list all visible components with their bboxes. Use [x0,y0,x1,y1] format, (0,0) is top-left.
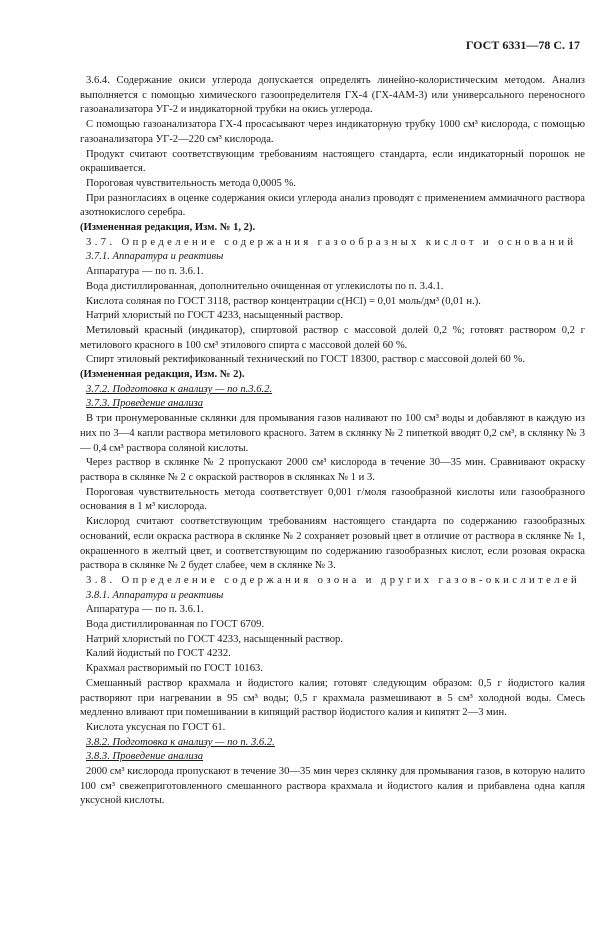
paragraph: Продукт считают соответствующим требованиям настоящего стандарта, если индикаторный порошок не окрашивается. [80,148,585,175]
subsection-heading: 3.8.3. Проведение анализа [86,751,204,763]
paragraph: Пороговая чувствительность метода 0,0005 %. [86,177,296,189]
paragraph: Натрий хлористый по ГОСТ 4233, насыщенный раствор. [86,310,343,322]
subsection-heading: 3.8.1. Аппаратура и реактивы [86,589,224,601]
paragraph: 2000 см³ кислорода пропускают в течение 30—35 мин через склянку для промывания газов, в которую налито 100 см³ свежеприготовленного смешанного раствора крахмала и йодистого калия и прибавлена одна капля уксусной кислоты. [80,766,585,807]
paragraph-3-6-4: 3.6.4. Содержание окиси углерода допускается определять линейно-колористическим методом. Анализ выполняется с помощью химического газоопределителя ГХ-4 (ГХ-4АМ-3) или универсального переносного газоанализатора УГ-2 и индикаторной трубки на окись углерода. [80,75,585,116]
subsection-heading: 3.7.1. Аппаратура и реактивы [86,251,224,263]
paragraph: Аппаратура — по п. 3.6.1. [86,266,204,278]
subsection-heading: 3.8.2. Подготовка к анализу — по п. 3.6.2. [86,736,275,748]
paragraph: Кислота уксусная по ГОСТ 61. [86,721,226,733]
paragraph: Спирт этиловый ректификованный технический по ГОСТ 18300, раствор с массовой долей 60 %. [86,354,525,366]
paragraph: Вода дистиллированная по ГОСТ 6709. [86,619,265,631]
section-heading-3-7: 3.7. Определение содержания газообразных кислот и оснований [86,236,577,248]
section-heading-3-8: 3.8. Определение содержания озона и других газов-окислителей [86,574,581,586]
revision-note: (Измененная редакция, Изм. № 1, 2). [80,222,256,234]
paragraph: Через раствор в склянке № 2 пропускают 2000 см³ кислорода в течение 30—35 мин. Сравнивают окраску раствора в склянке № 2 с окраской растворов в склянках № 1 и 3. [80,457,585,483]
paragraph: Вода дистиллированная, дополнительно очищенная от углекислоты по п. 3.4.1. [86,280,444,292]
paragraph: При разногласиях в оценке содержания окиси углерода анализ проводят с применением аммиачного раствора азотнокислого серебра. [80,192,585,219]
paragraph: Натрий хлористый по ГОСТ 4233, насыщенный раствор. [86,633,343,645]
paragraph: Аппаратура — по п. 3.6.1. [86,604,204,616]
paragraph: Пороговая чувствительность метода соответствует 0,001 г/моля газообразной кислоты или газообразного основания в 1 м³ кислорода. [80,486,585,513]
paragraph: Кислота соляная по ГОСТ 3118, раствор концентрации c(HCl) = 0,01 моль/дм³ (0,01 н.). [86,295,481,307]
subsection-heading: 3.7.3. Проведение анализа [86,398,204,410]
revision-note: (Измененная редакция, Изм. № 2). [80,369,245,381]
paragraph: Метиловый красный (индикатор), спиртовой раствор с массовой долей 0,2 %; готовят раствором 0,2 г метилового красного в 100 см³ этилового спирта с массовой долей 60 %. [80,324,585,351]
document-body [80,74,585,809]
subsection-heading: 3.7.2. Подготовка к анализу — по п.3.6.2. [86,383,273,395]
paragraph: Смешанный раствор крахмала и йодистого калия; готовят следующим образом: 0,5 г йодистого калия растворяют при нагревании в 95 см³ воды; 0,5 г крахмала размешивают в 5 см³ холодной воды. Смесь медленно вливают при помешивании в кипящий раствор йодистого калия и кипятят 2—3 мин. [80,677,585,719]
paragraph: С помощью газоанализатора ГХ-4 просасывают через индикаторную трубку 1000 см³ кислорода, с помощью газоанализатора УГ-2—220 см³ кислорода. [80,119,585,145]
page-header: ГОСТ 6331—78 С. 17 [465,38,580,52]
paragraph: Калий йодистый по ГОСТ 4232. [86,648,231,660]
paragraph: Крахмал растворимый по ГОСТ 10163. [86,663,263,675]
paragraph: Кислород считают соответствующим требованиям настоящего стандарта по содержанию газообразных оснований, если окраска раствора в склянке № 2 сохраняет розовый цвет в отличие от раствора в склянке № 1, окрашенного в желтый цвет, и соответствующим по содержанию газообразных кислот, если розовая окраска раствора в склянке № 2 будет слабее, чем в склянке № 3. [80,516,585,572]
paragraph: В три пронумерованные склянки для промывания газов наливают по 100 см³ воды и добавляют в каждую из них по 3—4 капли раствора метилового красного. Затем в склянку № 2 пипеткой вводят 0,2 см³, в склянку № 3 — 0,4 см³ раствора соляной кислоты. [80,413,585,454]
